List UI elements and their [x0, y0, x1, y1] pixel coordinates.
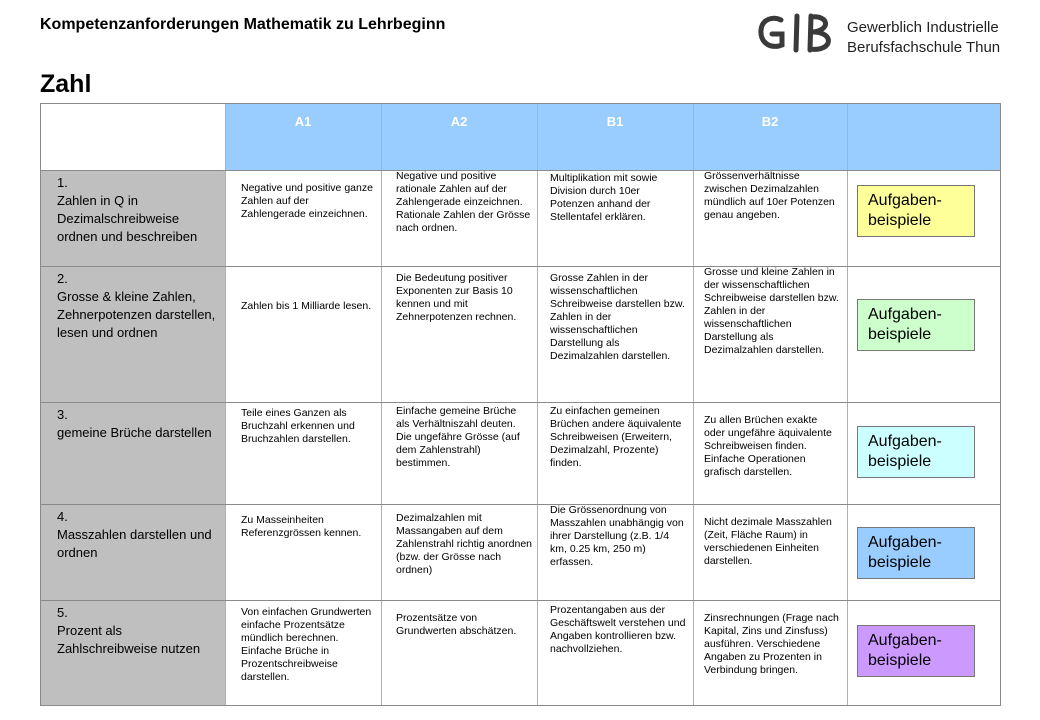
task-examples-button[interactable]: [857, 299, 975, 351]
topic-text: 2. Grosse & kleine Zahlen, Zehnerpotenzen darstellen, lesen und ordnen: [57, 271, 216, 340]
competence-a2: Prozentsätze von Grundwerten abschätzen.: [396, 612, 517, 637]
competence-b2: Grössenverhältnisse zwischen Dezimalzahlen mündlich auf 10er Potenzen genau angeben.: [704, 170, 835, 221]
competence-b1: Die Grössenordnung von Masszahlen unabhängig von ihrer Darstellung (z.B. 1/4 km, 0.25 km, 250 m) erfassen.: [550, 504, 684, 568]
topic-text: 4. Masszahlen darstellen und ordnen: [57, 509, 212, 560]
document-title: Kompetenzanforderungen Mathematik zu Lehrbeginn: [40, 16, 446, 33]
column-divider: [381, 104, 382, 705]
competence-b1: Grosse Zahlen in der wissenschaftlichen Schreibweise darstellen bzw. Zahlen in der wissenschaftlichen Darstellung als Dezimalzahlen darstellen.: [550, 272, 685, 362]
competence-a2: Die Bedeutung positiver Exponenten zur Basis 10 kennen und mit Zehnerpotenzen rechnen.: [396, 272, 517, 323]
column-divider: [537, 104, 538, 705]
gib-logo-icon: [757, 10, 843, 58]
column-header-b2: B2: [693, 104, 847, 170]
task-examples-button[interactable]: [857, 527, 975, 579]
row-divider: [41, 600, 1000, 601]
task-label-line1: Aufgaben-: [868, 192, 942, 209]
page-heading: Zahl: [40, 70, 92, 98]
competence-b1: Multiplikation mit sowie Division durch 10er Potenzen anhand der Stellentafel erklären.: [550, 172, 658, 223]
task-examples-button[interactable]: [857, 185, 975, 237]
task-label-line2: beispiele: [868, 326, 932, 343]
column-header-b1: B1: [537, 104, 693, 170]
task-label-line2: beispiele: [868, 453, 932, 470]
task-label-line1: Aufgaben-: [868, 433, 942, 450]
competence-a2: Negative und positive rationale Zahlen auf der Zahlengerade einzeichnen. Rationale Zahlen der Grösse nach ordnen.: [396, 170, 531, 234]
task-label-line2: beispiele: [868, 212, 932, 229]
topic-cell: [41, 600, 225, 705]
competence-b2: Zinsrechnungen (Frage nach Kapital, Zins und Zinsfuss) ausführen. Verschiedene Angaben zu Prozenten in Verbindung bringen.: [704, 612, 839, 676]
task-label-line1: Aufgaben-: [868, 632, 942, 649]
competence-b2: Grosse und kleine Zahlen in der wissenschaftlichen Schreibweise darstellen bzw. Zahlen in der wissenschaftlichen Darstellung als Dezimalzahlen darstellen.: [704, 266, 839, 356]
row-divider: [41, 504, 1000, 505]
column-header-a2: A2: [381, 104, 537, 170]
row-divider: [41, 402, 1000, 403]
competence-a1: Zu Masseinheiten Referenzgrössen kennen.: [241, 514, 362, 539]
task-label-line2: beispiele: [868, 652, 932, 669]
column-header-a1: A1: [225, 104, 381, 170]
column-divider: [847, 104, 848, 705]
topic-cell: [41, 170, 225, 266]
logo-text: [847, 18, 1000, 58]
competence-a1: Teile eines Ganzen als Bruchzahl erkennen und Bruchzahlen darstellen.: [241, 407, 355, 445]
column-divider: [225, 104, 226, 705]
task-label-line1: Aufgaben-: [868, 306, 942, 323]
competence-b2: Nicht dezimale Masszahlen (Zeit, Fläche Raum) in verschiedenen Einheiten darstellen.: [704, 516, 832, 567]
task-label-line1: Aufgaben-: [868, 534, 942, 551]
logo-line-2: Berufsfachschule Thun: [847, 39, 1001, 56]
column-header-tasks: [847, 104, 1000, 170]
competence-b1: Prozentangaben aus der Geschäftswelt verstehen und Angaben kontrollieren bzw. nachvollziehen.: [550, 604, 686, 655]
competence-a1: Zahlen bis 1 Milliarde lesen.: [241, 300, 372, 312]
column-divider: [693, 104, 694, 705]
competence-table: [40, 103, 1001, 706]
topic-cell: [41, 402, 225, 504]
task-examples-button[interactable]: [857, 625, 975, 677]
competence-a2: Einfache gemeine Brüche als Verhältniszahl deuten. Die ungefähre Grösse (auf dem Zahlenstrahl) bestimmen.: [396, 405, 520, 469]
topic-cell: [41, 266, 225, 402]
row-divider: [41, 266, 1000, 267]
topic-text: 5. Prozent als Zahlschreibweise nutzen: [57, 605, 201, 656]
header-empty-cell: [41, 104, 225, 170]
task-label-line2: beispiele: [868, 554, 932, 571]
logo-line-1: Gewerblich Industrielle: [847, 19, 999, 36]
topic-cell: [41, 504, 225, 600]
school-logo: [757, 10, 1027, 58]
competence-b1: Zu einfachen gemeinen Brüchen andere äquivalente Schreibweisen (Erweitern, Dezimalzahl, Prozente) finden.: [550, 405, 682, 469]
topic-text: 1. Zahlen in Q in Dezimalschreibweise ordnen und beschreiben: [57, 175, 198, 244]
competence-a2: Dezimalzahlen mit Massangaben auf dem Zahlenstrahl richtig anordnen (bzw. der Grösse nach ordnen): [396, 512, 532, 576]
task-examples-button[interactable]: [857, 426, 975, 478]
topic-text: 3. gemeine Brüche darstellen: [57, 407, 212, 440]
competence-a1: Von einfachen Grundwerten einfache Prozentsätze mündlich berechnen. Einfache Brüche in Prozentschreibweise darstellen.: [241, 606, 372, 683]
competence-a1: Negative und positive ganze Zahlen auf der Zahlengerade einzeichnen.: [241, 182, 373, 220]
competence-b2: Zu allen Brüchen exakte oder ungefähre äquivalente Schreibweisen finden. Einfache Operationen grafisch darstellen.: [704, 414, 832, 478]
